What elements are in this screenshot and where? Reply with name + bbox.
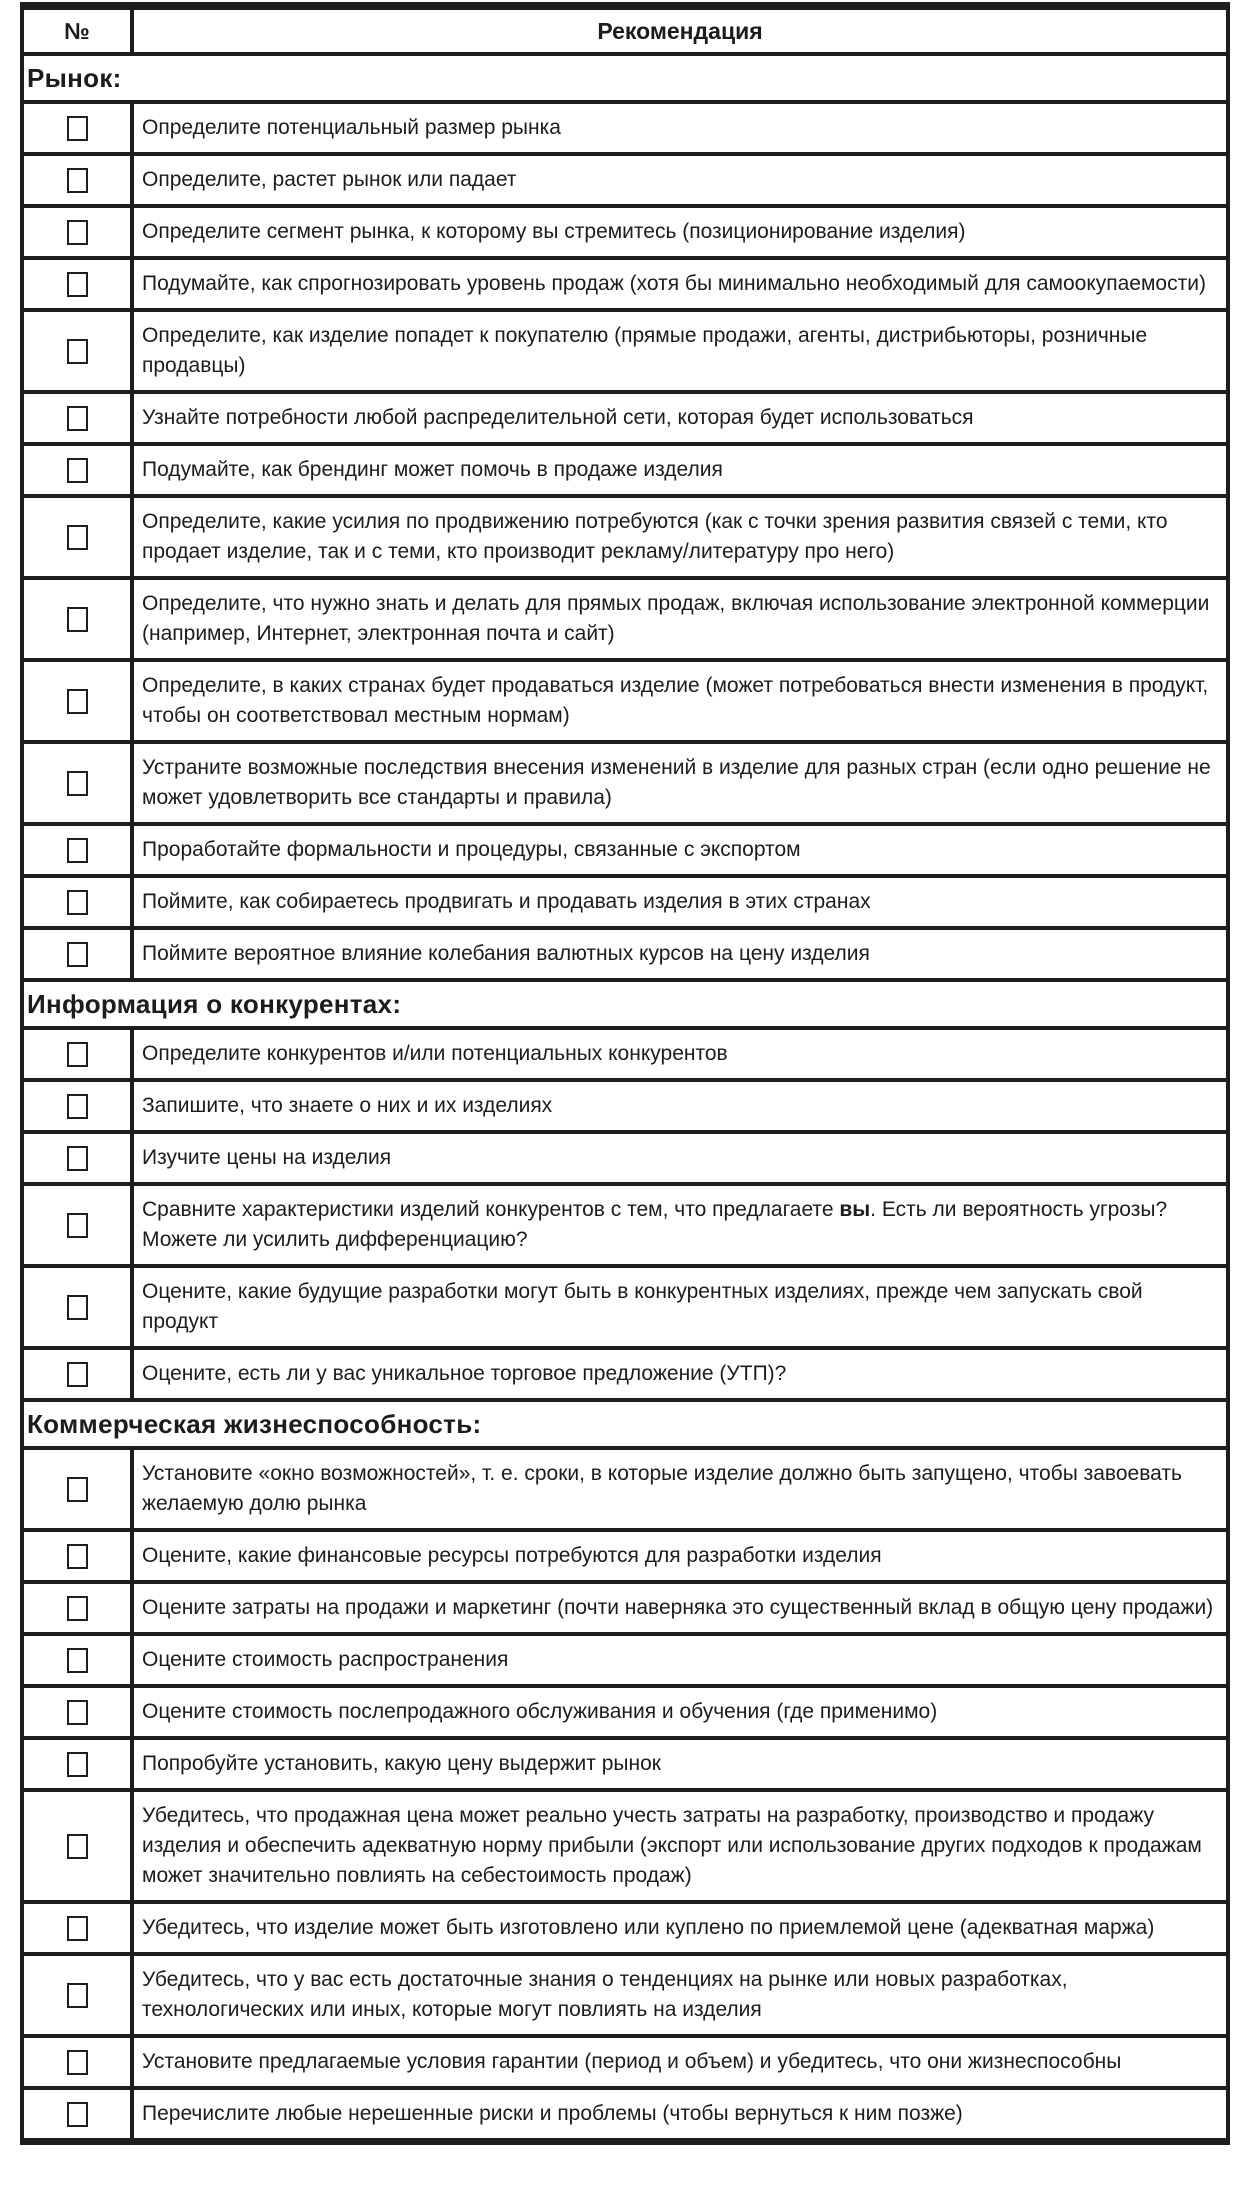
checklist-row xyxy=(22,206,1228,258)
checkbox[interactable] xyxy=(67,1295,88,1320)
checkbox-cell xyxy=(22,310,132,392)
checkbox-cell xyxy=(22,258,132,310)
recommendation-text xyxy=(132,1738,1228,1790)
text-segment: Сравните характеристики изделий конкурентов с тем, что предлагаете xyxy=(142,1198,840,1221)
text-segment: Запишите, что знаете о них и их изделиях xyxy=(142,1094,553,1117)
checkbox-cell xyxy=(22,392,132,444)
recommendation-text xyxy=(132,2036,1228,2088)
checkbox-cell xyxy=(22,1080,132,1132)
checkbox[interactable] xyxy=(67,1834,88,1859)
recommendation-text xyxy=(132,1348,1228,1400)
checkbox[interactable] xyxy=(67,1213,88,1238)
checkbox-cell xyxy=(22,660,132,742)
text-segment: Изучите цены на изделия xyxy=(142,1146,392,1169)
checklist-row xyxy=(22,2088,1228,2142)
section-title-row xyxy=(22,1400,1228,1448)
text-segment: Оцените, есть ли у вас уникальное торговое предложение (УТП)? xyxy=(142,1362,787,1385)
recommendation-text xyxy=(132,1902,1228,1954)
text-segment: Определите, какие усилия по продвижению потребуются (как с точки зрения развития связей с теми, кто продает изделие, так и с теми, кто производит рекламу/литературу про него) xyxy=(142,510,1174,563)
text-segment: . Есть ли вероятность угрозы? Можете ли усилить дифференциацию? xyxy=(142,1198,1173,1251)
section-title-row xyxy=(22,54,1228,102)
recommendation-text xyxy=(132,578,1228,660)
checkbox-cell xyxy=(22,444,132,496)
column-header-number: № xyxy=(22,6,132,54)
checkbox-cell xyxy=(22,824,132,876)
checkbox[interactable] xyxy=(67,607,88,632)
recommendation-text xyxy=(132,102,1228,154)
text-segment: Оцените стоимость послепродажного обслуживания и обучения (где применимо) xyxy=(142,1700,938,1723)
checklist-row xyxy=(22,496,1228,578)
checklist-row xyxy=(22,1348,1228,1400)
recommendation-text xyxy=(132,876,1228,928)
text-segment: Узнайте потребности любой распределительной сети, которая будет использоваться xyxy=(142,406,974,429)
checkbox-cell xyxy=(22,154,132,206)
checkbox[interactable] xyxy=(67,1596,88,1621)
recommendation-text xyxy=(132,1448,1228,1530)
recommendation-text xyxy=(132,1582,1228,1634)
checkbox-cell xyxy=(22,2036,132,2088)
checkbox-cell xyxy=(22,1132,132,1184)
checkbox-cell xyxy=(22,742,132,824)
recommendations-table xyxy=(20,2,1230,2145)
checkbox-cell xyxy=(22,1028,132,1080)
checklist-row xyxy=(22,1080,1228,1132)
checkbox[interactable] xyxy=(67,771,88,796)
text-segment: Поймите, как собираетесь продвигать и продавать изделия в этих странах xyxy=(142,890,871,913)
checklist-row xyxy=(22,1954,1228,2036)
recommendation-text xyxy=(132,444,1228,496)
checklist-row xyxy=(22,824,1228,876)
text-segment: Оцените, какие финансовые ресурсы потребуются для разработки изделия xyxy=(142,1544,882,1567)
checkbox[interactable] xyxy=(67,1362,88,1387)
checklist-row xyxy=(22,1530,1228,1582)
recommendation-text xyxy=(132,1954,1228,2036)
checkbox[interactable] xyxy=(67,116,88,141)
checklist-row xyxy=(22,1448,1228,1530)
recommendation-text xyxy=(132,824,1228,876)
recommendation-text xyxy=(132,206,1228,258)
checkbox[interactable] xyxy=(67,1042,88,1067)
checkbox[interactable] xyxy=(67,1648,88,1673)
recommendation-text xyxy=(132,1686,1228,1738)
table-body xyxy=(22,54,1228,2142)
table-header-row xyxy=(22,6,1228,54)
checkbox-cell xyxy=(22,876,132,928)
checklist-row xyxy=(22,660,1228,742)
recommendation-text xyxy=(132,2088,1228,2142)
checklist-row xyxy=(22,1686,1228,1738)
recommendation-text xyxy=(132,1080,1228,1132)
checkbox[interactable] xyxy=(67,339,88,364)
recommendation-text xyxy=(132,742,1228,824)
recommendation-text xyxy=(132,392,1228,444)
text-segment: Определите, как изделие попадет к покупателю (прямые продажи, агенты, дистрибьюторы, розничные продавцы) xyxy=(142,324,1154,377)
text-segment: Перечислите любые нерешенные риски и проблемы (чтобы вернуться к ним позже) xyxy=(142,2102,963,2125)
checkbox[interactable] xyxy=(67,220,88,245)
text-segment: Убедитесь, что продажная цена может реально учесть затраты на разработку, производство и продажу изделия и обеспечить адекватную норму прибыли (экспорт или использование других подходов к продажам может значительно повлиять на себестоимость продаж) xyxy=(142,1804,1208,1887)
checkbox[interactable] xyxy=(67,890,88,915)
checkbox[interactable] xyxy=(67,1094,88,1119)
checkbox-cell xyxy=(22,928,132,980)
checkbox-cell xyxy=(22,1530,132,1582)
recommendation-text xyxy=(132,1132,1228,1184)
checklist-row xyxy=(22,1582,1228,1634)
checklist-row xyxy=(22,258,1228,310)
checklist-row xyxy=(22,392,1228,444)
text-segment: Убедитесь, что у вас есть достаточные знания о тенденциях на рынке или новых разработках, технологических или иных, которые могут повлиять на изделия xyxy=(142,1968,1074,2021)
section-title: Рынок: xyxy=(22,54,1228,102)
section-title-row xyxy=(22,980,1228,1028)
checklist-row xyxy=(22,444,1228,496)
checkbox-cell xyxy=(22,1266,132,1348)
text-segment: Установите предлагаемые условия гарантии (период и объем) и убедитесь, что они жизнеспособны xyxy=(142,2050,1122,2073)
checklist-row xyxy=(22,310,1228,392)
checkbox-cell xyxy=(22,1348,132,1400)
recommendation-text xyxy=(132,928,1228,980)
column-header-recommendation: Рекомендация xyxy=(132,6,1228,54)
checkbox[interactable] xyxy=(67,942,88,967)
checklist-row xyxy=(22,154,1228,206)
checkbox-cell xyxy=(22,1184,132,1266)
checklist-row xyxy=(22,928,1228,980)
checklist-row xyxy=(22,1132,1228,1184)
checkbox[interactable] xyxy=(67,838,88,863)
recommendation-text xyxy=(132,1530,1228,1582)
text-segment: Убедитесь, что изделие может быть изготовлено или куплено по приемлемой цене (адекватная маржа) xyxy=(142,1916,1155,1939)
checklist-row xyxy=(22,1184,1228,1266)
checkbox[interactable] xyxy=(67,1983,88,2008)
checkbox-cell xyxy=(22,2088,132,2142)
checklist-row xyxy=(22,2036,1228,2088)
text-segment: Определите сегмент рынка, к которому вы стремитесь (позиционирование изделия) xyxy=(142,220,966,243)
checkbox-cell xyxy=(22,1738,132,1790)
recommendation-text xyxy=(132,496,1228,578)
checkbox-cell xyxy=(22,1634,132,1686)
checklist-row xyxy=(22,1738,1228,1790)
text-segment: Определите конкурентов и/или потенциальных конкурентов xyxy=(142,1042,728,1065)
text-segment: Подумайте, как брендинг может помочь в продаже изделия xyxy=(142,458,723,481)
checkbox[interactable] xyxy=(67,1700,88,1725)
recommendation-text xyxy=(132,258,1228,310)
section-title: Коммерческая жизнеспособность: xyxy=(22,1400,1228,1448)
checkbox[interactable] xyxy=(67,689,88,714)
checkbox[interactable] xyxy=(67,2050,88,2075)
text-segment: Поймите вероятное влияние колебания валютных курсов на цену изделия xyxy=(142,942,870,965)
checkbox[interactable] xyxy=(67,1477,88,1502)
checkbox-cell xyxy=(22,1954,132,2036)
checkbox-cell xyxy=(22,578,132,660)
checklist-row xyxy=(22,1634,1228,1686)
checkbox-cell xyxy=(22,496,132,578)
text-segment: Определите, растет рынок или падает xyxy=(142,168,517,191)
checklist-row xyxy=(22,742,1228,824)
recommendation-text xyxy=(132,1184,1228,1266)
checkbox-cell xyxy=(22,206,132,258)
text-segment: Оцените стоимость распространения xyxy=(142,1648,509,1671)
text-segment: Подумайте, как спрогнозировать уровень продаж (хотя бы минимально необходимый для самоокупаемости) xyxy=(142,272,1206,295)
recommendation-text xyxy=(132,1028,1228,1080)
text-segment: Устраните возможные последствия внесения изменений в изделие для разных стран (если одно решение не может удовлетворить все стандарты и правила) xyxy=(142,756,1217,809)
recommendation-text xyxy=(132,660,1228,742)
section-title: Информация о конкурентах: xyxy=(22,980,1228,1028)
checklist-row xyxy=(22,1902,1228,1954)
checklist-row xyxy=(22,578,1228,660)
text-segment: Оцените, какие будущие разработки могут быть в конкурентных изделиях, прежде чем запускать свой продукт xyxy=(142,1280,1149,1333)
text-segment: Попробуйте установить, какую цену выдержит рынок xyxy=(142,1752,661,1775)
checkbox[interactable] xyxy=(67,272,88,297)
text-segment: Проработайте формальности и процедуры, связанные с экспортом xyxy=(142,838,801,861)
recommendation-text xyxy=(132,1266,1228,1348)
recommendation-text xyxy=(132,310,1228,392)
checkbox[interactable] xyxy=(67,1544,88,1569)
checkbox[interactable] xyxy=(67,1752,88,1777)
text-segment: Определите потенциальный размер рынка xyxy=(142,116,561,139)
recommendation-text xyxy=(132,1790,1228,1902)
checkbox[interactable] xyxy=(67,1916,88,1941)
checkbox[interactable] xyxy=(67,168,88,193)
emphasis-text: вы xyxy=(839,1198,871,1221)
checkbox-cell xyxy=(22,102,132,154)
text-segment: Оцените затраты на продажи и маркетинг (почти наверняка это существенный вклад в общую цену продажи) xyxy=(142,1596,1214,1619)
text-segment: Установите «окно возможностей», т. е. сроки, в которые изделие должно быть запущено, чтобы завоевать желаемую долю рынка xyxy=(142,1462,1188,1515)
text-segment: Определите, в каких странах будет продаваться изделие (может потребоваться внести изменения в продукт, чтобы он соответствовал местным нормам) xyxy=(142,674,1215,727)
checkbox[interactable] xyxy=(67,2102,88,2127)
checkbox[interactable] xyxy=(67,525,88,550)
text-segment: Определите, что нужно знать и делать для прямых продаж, включая использование электронной коммерции (например, Интернет, электронная почта и сайт) xyxy=(142,592,1216,645)
checklist-row xyxy=(22,102,1228,154)
checklist-row xyxy=(22,876,1228,928)
checkbox-cell xyxy=(22,1686,132,1738)
checkbox[interactable] xyxy=(67,1146,88,1171)
checkbox-cell xyxy=(22,1582,132,1634)
recommendation-text xyxy=(132,154,1228,206)
checkbox[interactable] xyxy=(67,406,88,431)
checkbox-cell xyxy=(22,1448,132,1530)
checkbox-cell xyxy=(22,1902,132,1954)
checklist-row xyxy=(22,1266,1228,1348)
checklist-row xyxy=(22,1790,1228,1902)
recommendation-text xyxy=(132,1634,1228,1686)
checkbox-cell xyxy=(22,1790,132,1902)
checkbox[interactable] xyxy=(67,458,88,483)
checklist-row xyxy=(22,1028,1228,1080)
